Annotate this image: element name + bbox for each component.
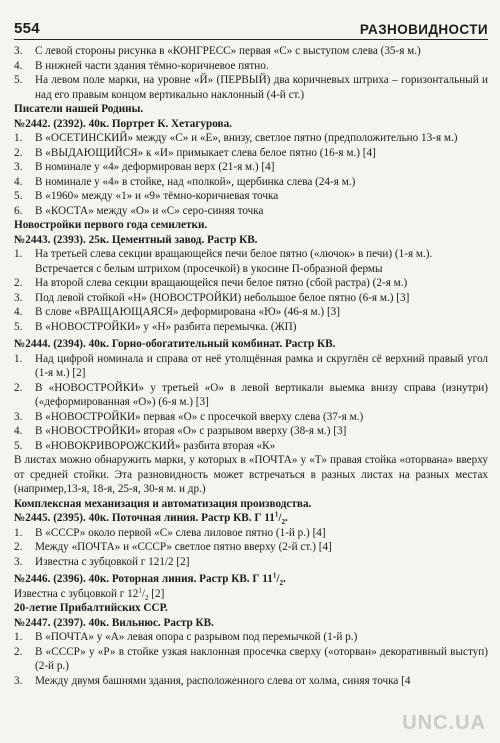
list-item: 2. Между «ПОЧТА» и «СССР» светлое пятно вверху (2-й ст.) [4]	[14, 541, 332, 553]
issue-heading: №2444. (2394). 40к. Горно-обогатительный комбинат. Растр КВ.	[14, 338, 336, 350]
list-item: 3. В номинале у «4» деформирован верх (21-я м.) [4]	[14, 161, 275, 173]
list-item: 3. Под левой стойкой «Н» (НОВОСТРОЙКИ) небольшое белое пятно (6-я м.) [3]	[14, 291, 410, 304]
page	[14, 0, 488, 688]
issue-heading: №2442. (2392). 40к. Портрет К. Хетагурова.	[14, 117, 232, 130]
issue-heading: №2443. (2393). 25к. Цементный завод. Растр КВ.	[14, 233, 258, 246]
section-heading: Писатели нашей Родины.	[14, 103, 144, 115]
issue-heading: №2445. (2395). 40к. Поточная линия. Растр КВ. Г $11^1/_2$.	[14, 510, 288, 527]
list-item: 5. В «НОВОСТРОЙКИ» у «Н» разбита перемычка. (ЖП)	[14, 320, 297, 333]
list-item: 4. В номинале у «4» в стойке, над «полкой», щербинка слева (24-я м.)	[14, 175, 356, 188]
list-item: 1. В «ПОЧТА» у «А» левая опора с разрывом под перемычкой (1-й р.)	[14, 631, 358, 643]
watermark: UNC.UA	[402, 712, 486, 734]
list-item: 6. В «КОСТА» между «О» и «С» серо-синяя точка	[14, 204, 264, 217]
list-item: 4. В нижней части здания тёмно-коричневое пятно.	[14, 59, 269, 72]
paragraph: Известна с зубцовкой г $12^1/_2$ [2]	[14, 585, 165, 602]
list-item: 5. На левом поле марки, на уровне «Й» (ПЕРВЫЙ) два коричневых штриха – горизонтальный и над его правым концом вертикально наклонный (4-й ст.)	[14, 74, 488, 101]
list-item: 4. В «НОВОСТРОЙКИ» вторая «О» с разрывом вверху (38-я м.) [3]	[14, 425, 347, 437]
list-item: 2. В «НОВОСТРОЙКИ» у третьей «О» в левой вертикали выемка внизу справа (изнутри) («деформированная «О») (6-я м.) [3]	[14, 381, 488, 408]
list-item: 2. В «СССР» у «Р» в стойке узкая наклонная просечка сверху («оторван» декоративный выступ) (2-й р.)	[14, 645, 488, 672]
list-item: 1. В «СССР» около первой «С» слева лиловое пятно (1-й р.) [4]	[14, 526, 326, 539]
list-item: 1. На третьей слева секции вращающейся печи белое пятно («лючок» в печи) (1-я м.). Встречается с белым штрихом (просечкой) в укосине П-образной фермы	[14, 248, 433, 275]
page-header	[14, 0, 488, 40]
list-item: 1. Над цифрой номинала и справа от неё утолщённая рамка и скруглён сё верхний правый угол (1-я м.) [2]	[14, 352, 488, 379]
issue-heading: №2447. (2397). 40к. Вильнюс. Растр КВ.	[14, 616, 214, 629]
page-number: 554	[14, 20, 40, 37]
issue-heading: №2446. (2396). 40к. Роторная линия. Растр КВ. Г $11^1/_2$.	[14, 571, 286, 588]
paragraph: В листах можно обнаружить марки, у которых в «ПОЧТА» у «Т» правая стойка «оторвана» вверху от средней стойки. Эта разновидность может встречаться в разных листах на разных местах (например,13-я, 18-я, 25-я, 30-я м. и др.)	[14, 454, 488, 495]
list-item: 2. На второй слева секции вращающейся печи белое пятно (сбой растра) (2-я м.)	[14, 277, 408, 289]
list-item: 3. Известна с зубцовкой г 121/2 [2]	[14, 555, 190, 568]
list-item: 1. В «ОСЕТИНСКИЙ» между «С» и «Е», внизу, светлое пятно (предположительно 13-я м.)	[14, 132, 458, 144]
section-heading: Комплексная механизация и автоматизация производства.	[14, 497, 312, 510]
list-item: 5. В «1960» между «1» и «9» тёмно-коричневая точка	[14, 190, 279, 202]
section-heading: 20-летие Прибалтийских ССР.	[14, 602, 168, 614]
running-title: РАЗНОВИДНОСТИ	[359, 22, 488, 37]
list-item: 2. В «ВЫДАЮЩИЙСЯ» к «И» примыкает слева белое пятно (16-я м.) [4]	[14, 146, 376, 159]
list-item: 4. В слове «ВРАЩАЮЩАЯСЯ» деформирована «Ю» (46-я м.) [3]	[14, 306, 340, 318]
section-heading: Новостройки первого года семилетки.	[14, 219, 208, 231]
list-item: 3. Между двумя башнями здания, расположенного слева от холма, синяя точка [4	[14, 674, 411, 687]
list-item: 3. В «НОВОСТРОЙКИ» первая «О» с просечкой вверху слева (37-я м.)	[14, 410, 364, 423]
list-item: 5. В «НОВОКРИВОРОЖСКИЙ» разбита вторая «К»	[14, 439, 276, 452]
list-item: 3. С левой стороны рисунка в «КОНГРЕСС» первая «С» с выступом слева (35-я м.)	[14, 45, 421, 57]
page-content	[14, 40, 488, 688]
